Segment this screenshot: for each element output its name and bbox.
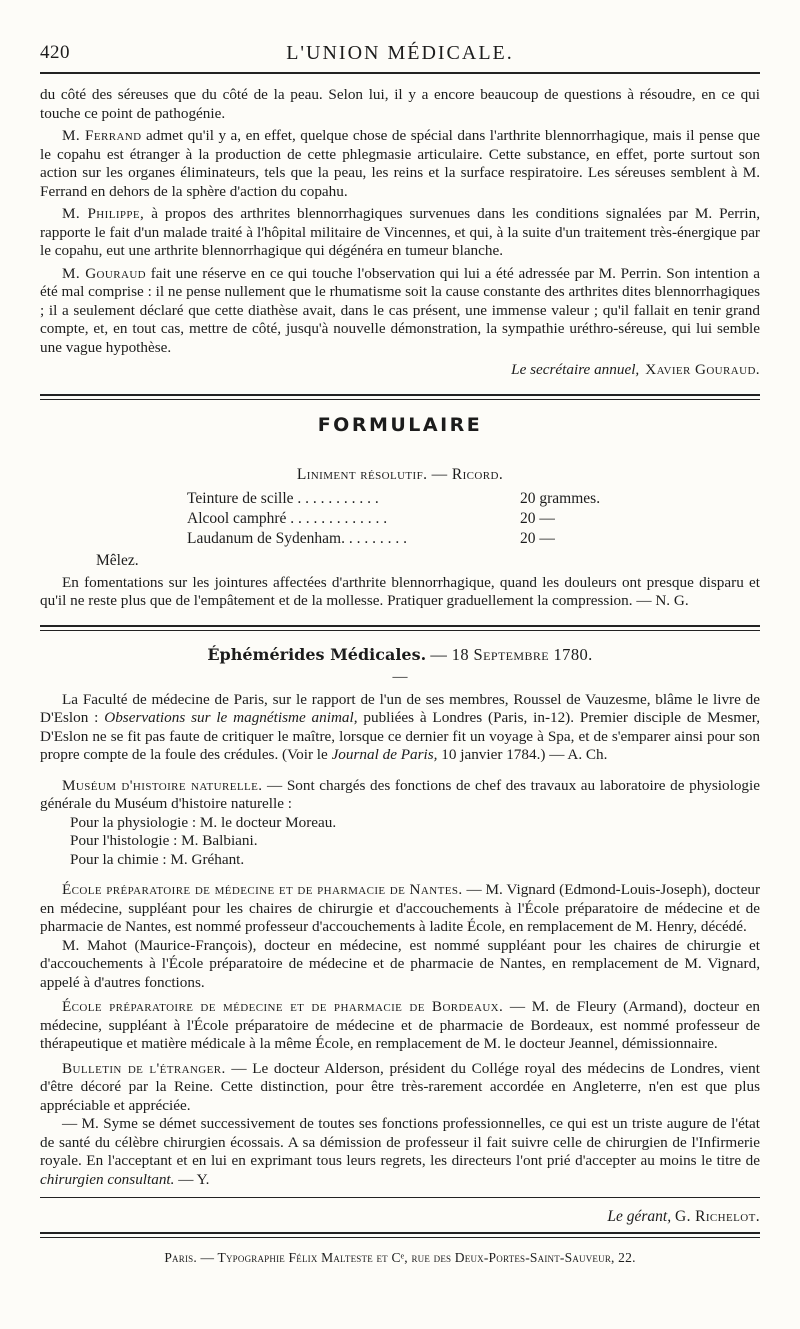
- discussion-paragraph: M. Gouraud fait une réserve en ce qui touche l'observation qui lui a été adressée par M. Perrin. Son intention a été mal comprise : il ne pense nullement que le rhumatisme soit la cause constante des arthrites dites blennorrhagiques ; il a seulement déclaré que cette diathèse avait, dans le cas présent, une immense valeur ; qu'il fallait en tenir grand compte, et, en tout cas, mettre de côté, jusqu'à nouvelle démonstration, la sympathie uréthro-séreuse, qui lui semble une vague hypothèse.: [40, 264, 761, 356]
- ephemerides-text: La Faculté de médecine de Paris, sur le rapport de l'un de ses membres, Roussel de Vauzesme, blâme le livre de D'Eslon : Observations sur le magnétisme animal, publiées à Londres (Paris, in-12). Premier disciple de Mesmer, D'Eslon ne se fit pas faute de critiquer le maître, lorsque ce dernier fit un voyage à Spa, et de s'emparer ainsi pour son propre compte de la foule des crédules. (Voir le Journal de Paris, 10 janvier 1784.) — A. Ch.: [40, 690, 761, 763]
- recipe-melez: Mêlez.: [96, 551, 139, 569]
- running-title: L'UNION MÉDICALE.: [286, 42, 514, 64]
- bordeaux-news: [40, 998, 760, 1054]
- page-number: 420: [40, 42, 70, 63]
- foreign-news: [40, 1060, 760, 1190]
- ephemerides-dash: —: [392, 668, 408, 685]
- list-item: Pour l'histologie : M. Balbiani.: [70, 832, 258, 849]
- discussion-paragraph: M. Ferrand admet qu'il y a, en effet, quelque chose de spécial dans l'arthrite blennorrhagique, mais il pense que le copahu est étranger à la production de cette phlegmasie articulaire. Cette substance, en effet, porte surtout son action sur les organes éliminateurs, tels que la peau, les reins et la surface respiratoire. Les séreuses semblent à M. Ferrand en dehors de la sphère d'action du copahu.: [40, 127, 760, 200]
- recipe-ingredient: Laudanum de Sydenham. . . . . . . . . 20 —: [187, 529, 555, 547]
- museum-list: [40, 814, 760, 870]
- recipe-usage: En fomentations sur les jointures affectées d'arthrite blennorrhagique, quand les douleurs ont presque disparu et qu'il ne reste plus que de l'empâtement et de la mollesse. Pratiquer graduellement la compression. — N. G.: [40, 573, 760, 609]
- bordeaux-paragraph: École préparatoire de médecine et de pharmacie de Bordeaux. — M. de Fleury (Armand), docteur en médecine, suppléant à l'École préparatoire de médecine et de pharmacie de Bordeaux, est nommé professeur de thérapeutique et matière médicale à la même École, en remplacement de M. le docteur Jeannel, démissionnaire.: [40, 998, 761, 1052]
- discussion-section: [40, 86, 760, 380]
- recipe-ingredient: Alcool camphré . . . . . . . . . . . . . 20 —: [187, 509, 555, 527]
- ephemerides-section: [40, 645, 760, 765]
- discussion-paragraph: du côté des séreuses que du côté de la peau. Selon lui, il y a encore beaucoup de questions à résoudre, en ce qui touche ce point de pathogénie.: [40, 86, 760, 122]
- imprint-divider: [40, 1232, 760, 1238]
- nantes-news: [40, 881, 760, 992]
- secretary-signature: Le secrétaire annuel, Xavier Gouraud.: [511, 361, 760, 378]
- section-divider: [40, 625, 760, 631]
- museum-news: [40, 777, 760, 870]
- formulaire-heading: FORMULAIRE: [317, 413, 483, 436]
- nantes-paragraph: École préparatoire de médecine et de pharmacie de Nantes. — M. Vignard (Edmond-Louis-Joseph), docteur en médecine, suppléant pour les chaires de chirurgie et d'accouchements à l'École préparatoire de médecine et de pharmacie de Nantes, est nommé professeur d'accouchements à ladite École, en remplacement de M. Henry, décédé.: [40, 881, 761, 935]
- bulletin-paragraph: Bulletin de l'étranger. — Le docteur Alderson, président du Collége royal des médecins de Londres, vient d'être décoré par la Reine. Cette distinction, pour être très-rarement accordée en Angleterre, n'en est que plus appréciable et appréciée.: [40, 1059, 760, 1114]
- syme-paragraph: — M. Syme se démet successivement de toutes ses fonctions professionnelles, ce qui est un triste augure de l'état de santé du célèbre chirurgien écossais. A sa démission de professeur il fait suivre celle de chirurgien de l'Infirmerie royale. En l'acceptant et en lui en exprimant tous leurs regrets, les directeurs l'ont prié d'accepter au moins le titre de chirurgien consultant. — Y.: [40, 1115, 760, 1188]
- recipe-title: Liniment résolutif. — Ricord.: [296, 465, 504, 483]
- gerant-signature: Le gérant, G. Richelot.: [607, 1208, 760, 1225]
- recipe-ingredient: Teinture de scille . . . . . . . . . . . 20 grammes.: [187, 489, 601, 507]
- section-divider: [40, 394, 760, 400]
- museum-paragraph: Muséum d'histoire naturelle. — Sont chargés des fonctions de chef des travaux au laboratoire de physiologie générale du Muséum d'histoire naturelle :: [40, 776, 760, 812]
- page-header: [40, 34, 760, 74]
- list-item: Pour la chimie : M. Gréhant.: [70, 850, 245, 868]
- formulaire-section: [40, 414, 760, 611]
- mahot-paragraph: M. Mahot (Maurice-François), docteur en médecine, est nommé suppléant pour les chaires de chirurgie et d'accouchements à l'École préparatoire de médecine et de pharmacie de Nantes, en remplacement de M. Vignard, appelé à d'autres fonctions.: [40, 936, 760, 991]
- discussion-paragraph: M. Philippe, à propos des arthrites blennorrhagiques survenues dans les conditions signalées par M. Perrin, rapporte le fait d'un malade traité à l'hôpital militaire de Vincennes, et qui, à la suite d'un traitement très-énergique par le copahu, eut une arthrite blennorrhagique qui dégénéra en tumeur blanche.: [40, 205, 761, 259]
- printer-imprint: Paris. — Typographie Félix Malteste et Cᵉ, rue des Deux-Portes-Saint-Sauveur, 22.: [164, 1250, 636, 1265]
- footer-rule: [40, 1197, 760, 1198]
- list-item: Pour la physiologie : M. le docteur Moreau.: [70, 813, 337, 831]
- ephemerides-heading: Éphémérides Médicales. — 18 Septembre 1780.: [207, 644, 593, 664]
